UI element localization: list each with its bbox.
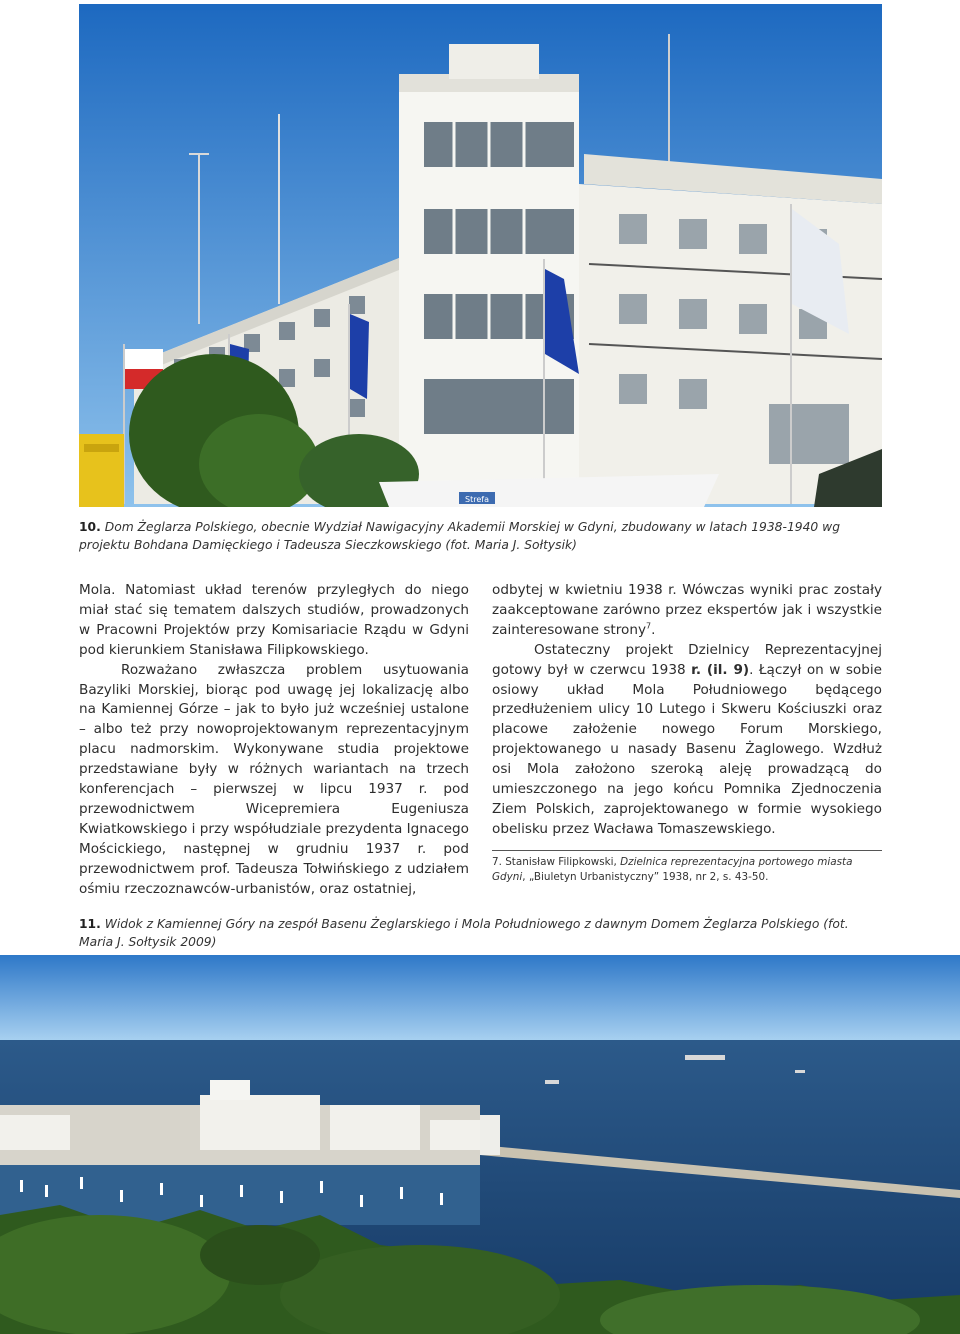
- figure-number: 11.: [79, 917, 101, 931]
- text-column-left: [79, 581, 469, 900]
- paragraph-text: Ostateczny projekt Dzielnicy Reprezentacyjnej gotowy był w czerwcu 1938: [492, 641, 882, 678]
- paragraph-text: odbytej w kwietniu 1938 r. Wówczas wyniki prac zostały zaakceptowane zarówno przez ekspertów jak i wszystkie zainteresowane strony: [492, 582, 882, 638]
- figure-caption-11: [79, 915, 884, 951]
- footnote-rest: , „Biuletyn Urbanistyczny” 1938, nr 2, s. 43-50.: [522, 870, 769, 883]
- paragraph: [492, 581, 882, 641]
- figure-caption-10: [79, 518, 884, 554]
- figure-caption-text: Widok z Kamiennej Góry na zespół Basenu Żeglarskiego i Mola Południowego z dawnym Domem Żeglarza Polskiego (fot. Maria J. Sołtysik 2009): [79, 917, 849, 949]
- text-column-right: [492, 581, 882, 885]
- figure-number: 10.: [79, 520, 101, 534]
- building-photo: [79, 4, 882, 507]
- footnote-ref: 7: [646, 621, 652, 631]
- paragraph: Rozważano zwłaszcza problem usytuowania Bazyliki Morskiej, biorąc pod uwagę jej lokalizację albo na Kamiennej Górze – jak to było już wcześniej ustalone – albo też przy nowoprojektowanym reprezentacyjnym placu nadmorskim. Wykonywane studia projektowe przedstawiane były w różnych wariantach na trzech konferencjach – pierwszej w lipcu 1937 r. pod przewodnictwem Wicepremiera Eugeniusza Kwiatkowskiego i przy współudziale prezydenta Ignacego Mościckiego, następnej w grudniu 1937 r. pod przewodnictwem prof. Tadeusza Tołwińskiego z udziałem ośmiu rzeczoznawców-urbanistów, oraz ostatniej,: [79, 661, 469, 897]
- footnote-title: Dzielnica reprezentacyjna portowego miasta Gdyni: [492, 855, 853, 883]
- figure-reference: r. (il. 9): [691, 661, 750, 678]
- paragraph-text: .: [651, 621, 656, 638]
- paragraph: [492, 641, 882, 840]
- footnote-divider: [492, 850, 882, 851]
- building-photo-illustration: [79, 4, 882, 507]
- footnote: [492, 855, 882, 885]
- sign-text: Strefa: [465, 495, 489, 504]
- harbour-photo: [0, 955, 960, 1334]
- footnote-lead: 7. Stanisław Filipkowski,: [492, 855, 621, 868]
- harbour-photo-illustration: [0, 955, 960, 1334]
- paragraph-text: . Łączył on w sobie osiowy układ Mola Południowego będącego przedłużeniem ulicy 10 Lutego i Skweru Kościuszki oraz placowe założenie nowego Forum Morskiego, projektowanego u nasady Basenu Żaglowego. Wzdłuż osi Mola założono szeroką aleję prowadzącą do umieszczonego na jego końcu Pomnika Zjednoczenia Ziem Polskich, zaprojektowanego w formie wysokiego obelisku przez Wacława Tomaszewskiego.: [492, 661, 882, 837]
- paragraph: Mola. Natomiast układ terenów przyległych do niego miał stać się tematem dalszych studiów, prowadzonych w Pracowni Projektów przy Komisariacie Rządu w Gdyni pod kierunkiem Stanisława Filipkowskiego.: [79, 582, 469, 658]
- figure-caption-text: Dom Żeglarza Polskiego, obecnie Wydział Nawigacyjny Akademii Morskiej w Gdyni, zbudowany w latach 1938-1940 wg projektu Bohdana Damięckiego i Tadeusza Sieczkowskiego (fot. Maria J. Sołtysik): [79, 520, 841, 552]
